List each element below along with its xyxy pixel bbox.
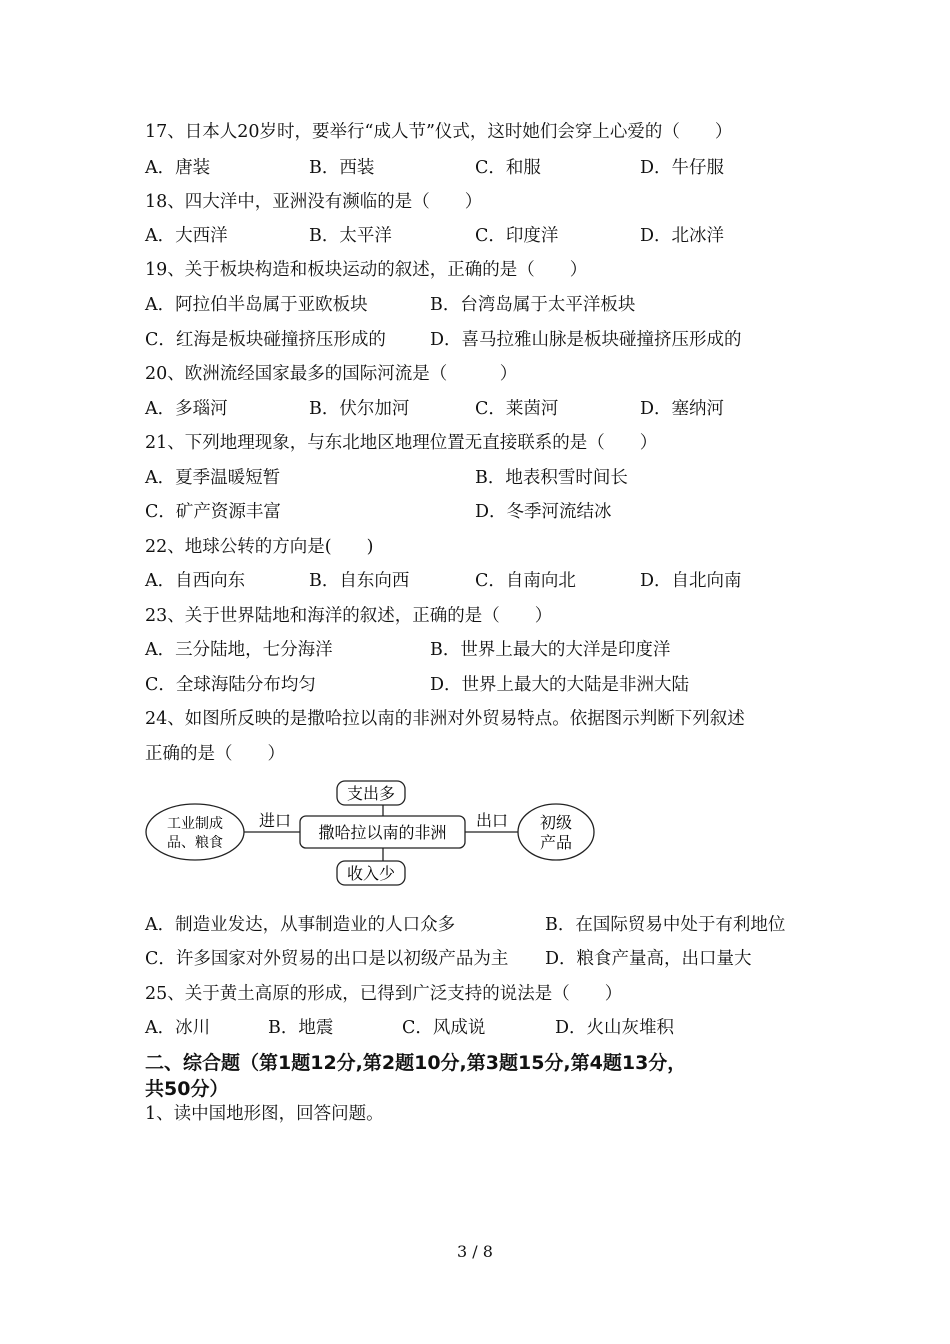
q19-option-d: D．喜马拉雅山脉是板块碰撞挤压形成的 (430, 330, 742, 350)
q23-option-d: D．世界上最大的大陆是非洲大陆 (430, 675, 690, 695)
q22-option-d: D．自北向南 (640, 571, 742, 591)
q24-stem-line1: 24、如图所反映的是撒哈拉以南的非洲对外贸易特点。依据图示判断下列叙述 (145, 709, 745, 729)
q24-stem-line2: 正确的是（ ） (145, 744, 285, 764)
q18-option-a: A．大西洋 (145, 226, 228, 246)
diagram-left-line1: 工业制成 (167, 816, 223, 832)
trade-diagram (140, 775, 600, 890)
q17-option-d: D．牛仔服 (640, 158, 725, 178)
diagram-import-label: 进口 (258, 811, 292, 830)
q20-option-c: C．莱茵河 (475, 399, 559, 419)
q19-option-a: A．阿拉伯半岛属于亚欧板块 (145, 295, 368, 315)
section2-question1: 1、读中国地形图，回答问题。 (145, 1104, 384, 1124)
q25-option-b: B．地震 (268, 1018, 334, 1038)
diagram-center-label: 撒哈拉以南的非洲 (318, 823, 447, 842)
q17-option-c: C．和服 (475, 158, 541, 178)
q25-stem: 25、关于黄土高原的形成，已得到广泛支持的说法是（ ） (145, 984, 623, 1004)
q24-option-a: A．制造业发达，从事制造业的人口众多 (145, 915, 456, 935)
q25-option-a: A．冰川 (145, 1018, 211, 1038)
q20-option-b: B．伏尔加河 (309, 399, 410, 419)
q19-option-b: B．台湾岛属于太平洋板块 (430, 295, 636, 315)
section2-title-line2: 共50分） (145, 1078, 229, 1100)
diagram-bottom-label: 收入少 (346, 864, 396, 883)
q20-option-a: A．多瑙河 (145, 399, 228, 419)
q22-option-b: B．自东向西 (309, 571, 410, 591)
diagram-left-line2: 品、粮食 (167, 835, 223, 851)
section2-title-line1: 二、综合题（第1题12分,第2题10分,第3题15分,第4题13分， (145, 1052, 687, 1074)
diagram-right-line1: 初级 (539, 813, 573, 832)
page-number: 3 / 8 (457, 1242, 493, 1261)
q23-option-a: A．三分陆地，七分海洋 (145, 640, 333, 660)
q21-option-c: C．矿产资源丰富 (145, 502, 281, 522)
diagram-export-label: 出口 (475, 811, 509, 830)
q20-stem: 20、欧洲流经国家最多的国际河流是（ ） (145, 364, 518, 384)
diagram-left-ellipse (146, 804, 244, 860)
q24-option-d: D．粮食产量高，出口量大 (545, 949, 752, 969)
q18-option-c: C．印度洋 (475, 226, 559, 246)
q23-option-b: B．世界上最大的大洋是印度洋 (430, 640, 671, 660)
q22-stem: 22、地球公转的方向是( ) (145, 537, 374, 557)
q21-stem: 21、下列地理现象，与东北地区地理位置无直接联系的是（ ） (145, 433, 658, 453)
q19-option-c: C．红海是板块碰撞挤压形成的 (145, 330, 386, 350)
q24-option-b: B．在国际贸易中处于有利地位 (545, 915, 786, 935)
q18-option-b: B．太平洋 (309, 226, 392, 246)
q17-option-b: B．西装 (309, 158, 375, 178)
q18-option-d: D．北冰洋 (640, 226, 725, 246)
q21-option-a: A．夏季温暖短暂 (145, 468, 281, 488)
q17-stem: 17、日本人20岁时，要举行“成人节”仪式，这时她们会穿上心爱的（ ） (145, 122, 733, 142)
diagram-right-line2: 产品 (539, 833, 573, 852)
q19-stem: 19、关于板块构造和板块运动的叙述，正确的是（ ） (145, 260, 588, 280)
q23-option-c: C．全球海陆分布均匀 (145, 675, 316, 695)
q22-option-a: A．自西向东 (145, 571, 246, 591)
q21-option-b: B．地表积雪时间长 (475, 468, 628, 488)
q21-option-d: D．冬季河流结冰 (475, 502, 612, 522)
diagram-top-label: 支出多 (346, 784, 396, 803)
q20-option-d: D．塞纳河 (640, 399, 725, 419)
q17-option-a: A．唐装 (145, 158, 211, 178)
q23-stem: 23、关于世界陆地和海洋的叙述，正确的是（ ） (145, 606, 553, 626)
q25-option-c: C．风成说 (402, 1018, 486, 1038)
q24-option-c: C．许多国家对外贸易的出口是以初级产品为主 (145, 949, 509, 969)
q22-option-c: C．自南向北 (475, 571, 576, 591)
q25-option-d: D．火山灰堆积 (555, 1018, 675, 1038)
q18-stem: 18、四大洋中，亚洲没有濒临的是（ ） (145, 192, 483, 212)
